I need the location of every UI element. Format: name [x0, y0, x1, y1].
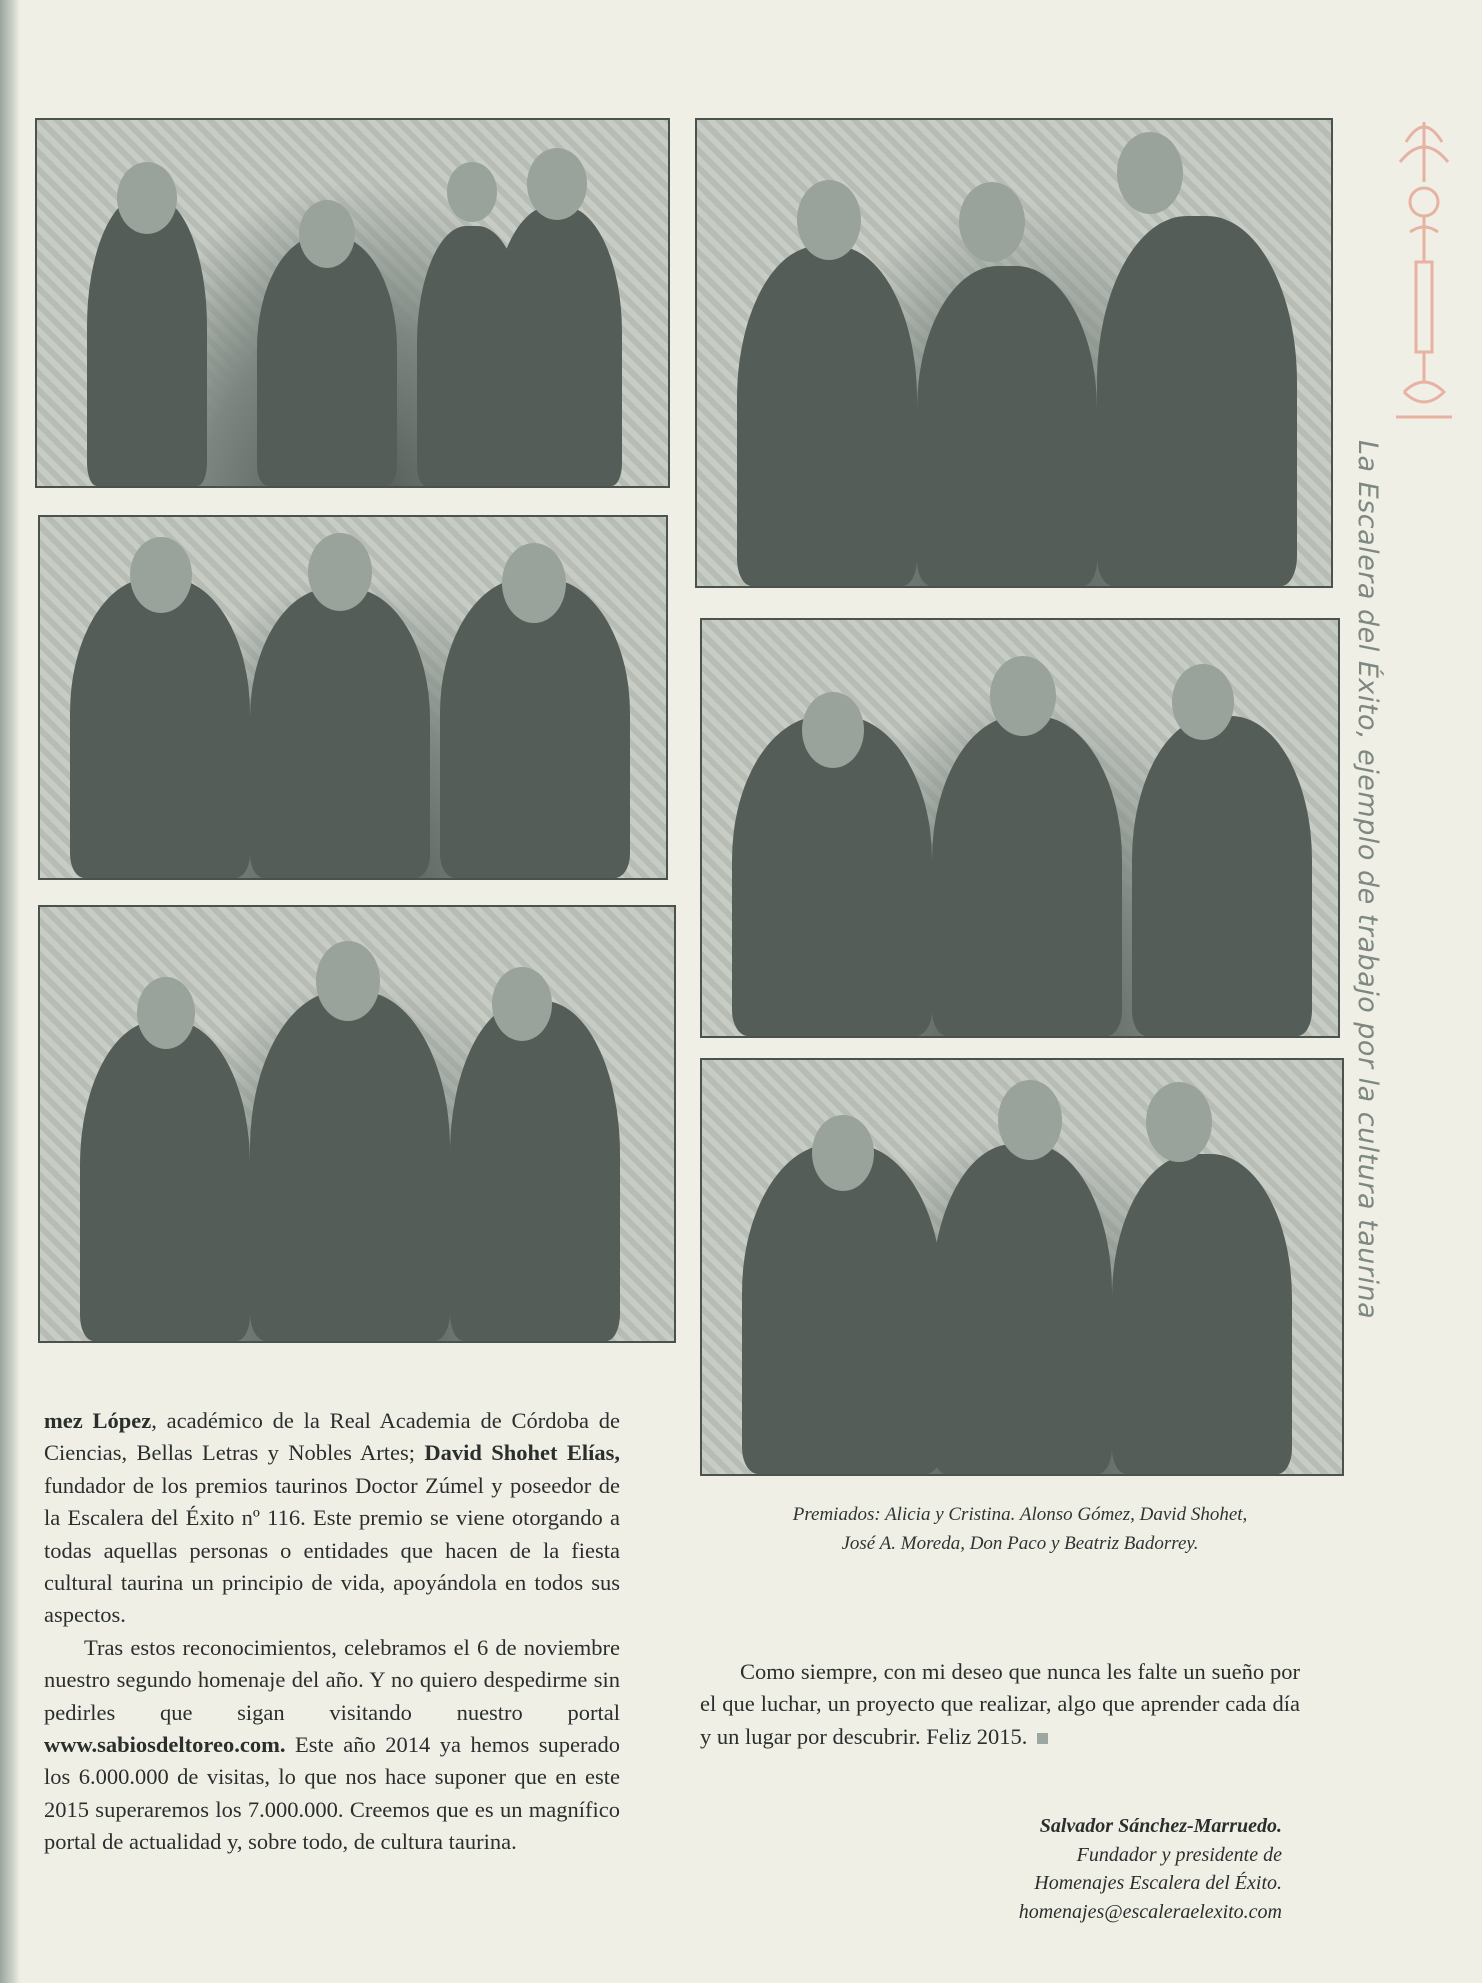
signature-block	[682, 1812, 1282, 1926]
body-text-column	[44, 1405, 620, 1859]
photo-mid-right	[700, 618, 1340, 1038]
running-title-vertical	[1345, 440, 1385, 1340]
signature-name: Salvador Sánchez-Marruedo.	[1039, 1815, 1282, 1837]
photo-bottom-left	[38, 905, 676, 1343]
body-text: Este año 2014 ya hemos superado los 6.000.000 de visitas, lo que nos hace suponer que en este 2015 superaremos los 7.000.000. Creemos que es un magnífico portal de actualidad y, sobre todo, de cultura taurina.	[44, 1732, 620, 1855]
body-paragraph-1	[44, 1405, 620, 1632]
body-text: fundador de los premios taurinos Doctor Zúmel y poseedor de la Escalera del Éxito nº 116. Este premio se viene otorgando a todas aquellas personas o entidades que hacen de la fiesta cultural taurina un principio de vida, apoyándola en todos sus aspectos.	[44, 1472, 620, 1628]
body-paragraph-2	[44, 1632, 620, 1859]
photo-top-left	[35, 118, 670, 488]
name-david-shohet: David Shohet Elías,	[424, 1440, 620, 1466]
closing-paragraph	[700, 1656, 1300, 1753]
caption-line-1: Premiados: Alicia y Cristina. Alonso Gómez, David Shohet,	[792, 1504, 1248, 1525]
name-gomez-lopez: mez López	[44, 1408, 152, 1433]
body-text: Tras estos reconocimientos, celebramos el 6 de noviembre nuestro segundo homenaje del año. Y no quiero despedirme sin pedirles que sigan visitando nuestro portal	[44, 1634, 620, 1725]
signature-org: Homenajes Escalera del Éxito.	[1034, 1872, 1282, 1894]
photo-top-right	[695, 118, 1333, 588]
signature-role: Fundador y presidente de	[1076, 1843, 1282, 1866]
photo-bottom-right	[700, 1058, 1344, 1476]
photo-mid-left	[38, 515, 668, 880]
body-text: , académico de la Real Academia de Córdoba de Ciencias, Bellas Letras y Nobles Artes;	[44, 1408, 620, 1466]
running-title-text: La Escalera del Éxito, ejemplo de trabajo por la cultura taurina	[1352, 440, 1383, 1320]
signature-email: homenajes@escaleraelexito.com	[1018, 1900, 1282, 1923]
end-mark-icon	[1037, 1733, 1048, 1744]
caption-line-2: José A. Moreda, Don Paco y Beatriz Badorrey.	[841, 1533, 1199, 1554]
closing-text: Como siempre, con mi deseo que nunca les falte un sueño por el que luchar, un proyecto que realizar, algo que aprender cada día y un lugar por descubrir. Feliz 2015.	[700, 1659, 1300, 1749]
page-spine-shadow	[0, 0, 20, 1983]
portal-url: www.sabiosdeltoreo.com.	[44, 1732, 286, 1758]
photo-caption	[700, 1500, 1340, 1558]
ornament-icon	[1386, 112, 1462, 432]
